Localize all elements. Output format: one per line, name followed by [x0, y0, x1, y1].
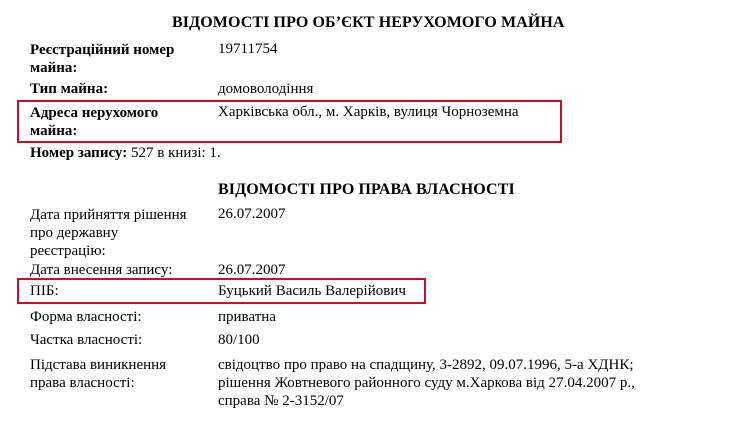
reg-number-value: 19711754 — [218, 41, 278, 57]
basis-value-line3: справа № 2-3152/07 — [218, 393, 344, 409]
basis-label-line2: права власності: — [30, 375, 135, 391]
decision-date-label-line1: Дата прийняття рішення — [30, 207, 187, 223]
section-title-rights: ВІДОМОСТІ ПРО ПРАВА ВЛАСНОСТІ — [218, 181, 515, 198]
address-value: Харківська обл., м. Харків, вулиця Чорноземна — [218, 104, 519, 120]
section-title-property: ВІДОМОСТІ ПРО ОБ’ЄКТ НЕРУХОМОГО МАЙНА — [172, 14, 565, 31]
record-value: 527 в книзі: 1. — [130, 145, 221, 161]
reg-number-label-line2: майна: — [30, 60, 78, 76]
reg-number-label-line1: Реєстраційний номер — [30, 42, 175, 58]
record-row — [30, 145, 221, 162]
decision-date-label-line3: реєстрацію: — [30, 243, 106, 259]
basis-value-line2: рішення Жовтневого районного суду м.Харкова від 27.04.2007 р., — [218, 375, 635, 391]
address-label — [30, 104, 158, 140]
decision-date-label — [30, 206, 187, 260]
basis-label-line1: Підстава виникнення — [30, 357, 167, 373]
owner-label: ПІБ: — [30, 283, 59, 299]
decision-date-value: 26.07.2007 — [218, 206, 286, 222]
property-type-value: домоволодіння — [218, 81, 314, 97]
owner-value: Буцький Василь Валерійович — [218, 283, 406, 299]
entry-date-value: 26.07.2007 — [218, 262, 286, 278]
share-label: Частка власності: — [30, 332, 143, 348]
basis-value — [218, 356, 635, 410]
address-label-line2: майна: — [30, 123, 78, 139]
basis-label — [30, 356, 166, 392]
share-value: 80/100 — [218, 332, 260, 348]
decision-date-label-line2: про державну — [30, 225, 119, 241]
property-type-label: Тип майна: — [30, 81, 109, 97]
ownership-form-value: приватна — [218, 309, 276, 325]
reg-number-label — [30, 41, 174, 77]
entry-date-label: Дата внесення запису: — [30, 262, 173, 278]
basis-value-line1: свідоцтво про право на спадщину, 3-2892, 09.07.1996, 5-а ХДНК; — [218, 357, 634, 373]
address-label-line1: Адреса нерухомого — [30, 105, 159, 121]
record-label: Номер запису: — [30, 145, 128, 161]
ownership-form-label: Форма власності: — [30, 309, 142, 325]
